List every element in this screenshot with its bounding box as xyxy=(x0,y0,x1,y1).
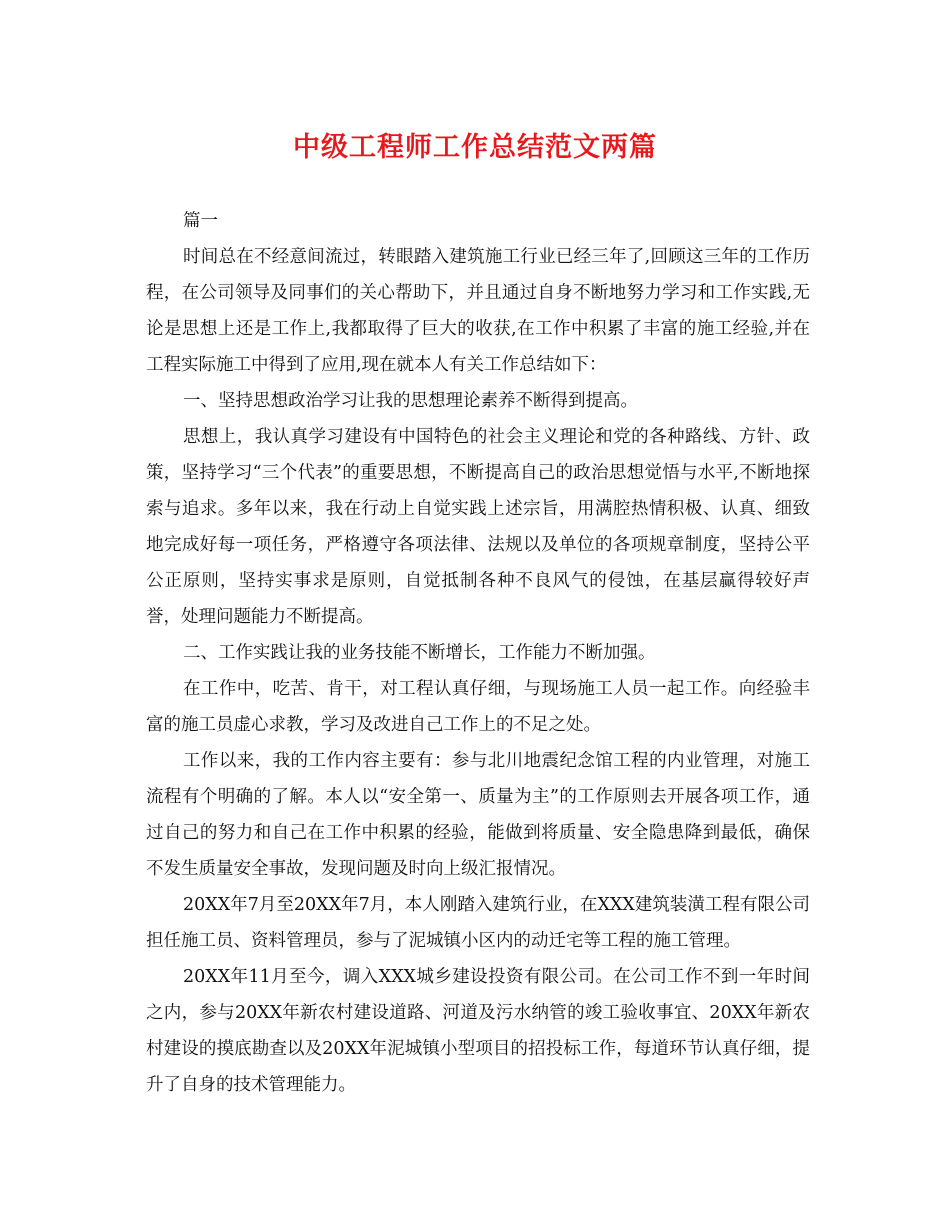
document-body xyxy=(146,203,810,1103)
paragraph-work-content: 工作以来，我的工作内容主要有：参与北川地震纪念馆工程的内业管理，对施工流程有个明确的了解。本人以“安全第一、质量为主”的工作原则去开展各项工作，通过自己的努力和自己在工作中积累的经验，能做到将质量、安全隐患降到最低，确保不发生质量安全事故，发现问题及时向上级汇报情况。 xyxy=(146,751,810,879)
paragraph-career-current-job: 20XX年11月至今，调入XXX城乡建设投资有限公司。在公司工作不到一年时间之内，参与20XX年新农村建设道路、河道及污水纳管的竣工验收事宜、20XX年新农村建设的摸底勘查以及20XX年泥城镇小型项目的招投标工作，每道环节认真仔细，提升了自身的技术管理能力。 xyxy=(146,967,810,1095)
section-heading-political-study: 一、坚持思想政治学习让我的思想理论素养不断得到提高。 xyxy=(183,391,638,411)
document-title: 中级工程师工作总结范文两篇 xyxy=(293,132,657,163)
paragraph-work-attitude: 在工作中，吃苦、肯干，对工程认真仔细，与现场施工人员一起工作。向经验丰富的施工员虚心求教，学习及改进自己工作上的不足之处。 xyxy=(146,679,810,735)
paragraph-intro: 时间总在不经意间流过，转眼踏入建筑施工行业已经三年了,回顾这三年的工作历程，在公司领导及同事们的关心帮助下，并且通过自身不断地努力学习和工作实践,无论是思想上还是工作上,我都取得了巨大的收获,在工作中积累了丰富的施工经验,并在工程实际施工中得到了应用,现在就本人有关工作总结如下： xyxy=(146,247,810,375)
paragraph-career-first-job: 20XX年7月至20XX年7月，本人刚踏入建筑行业，在XXX建筑装潢工程有限公司担任施工员、资料管理员，参与了泥城镇小区内的动迁宅等工程的施工管理。 xyxy=(146,895,810,951)
section-heading-work-practice: 二、工作实践让我的业务技能不断增长，工作能力不断加强。 xyxy=(183,643,656,663)
section-heading-part-one: 篇一 xyxy=(183,211,218,231)
paragraph-ideology: 思想上，我认真学习建设有中国特色的社会主义理论和党的各种路线、方针、政策，坚持学习“三个代表”的重要思想，不断提高自己的政治思想觉悟与水平,不断地探索与追求。多年以来，我在行动上自觉实践上述宗旨，用满腔热情积极、认真、细致地完成好每一项任务，严格遵守各项法律、法规以及单位的各项规章制度，坚持公平公正原则，坚持实事求是原则，自觉抵制各种不良风气的侵蚀，在基层赢得较好声誉，处理问题能力不断提高。 xyxy=(146,427,810,627)
